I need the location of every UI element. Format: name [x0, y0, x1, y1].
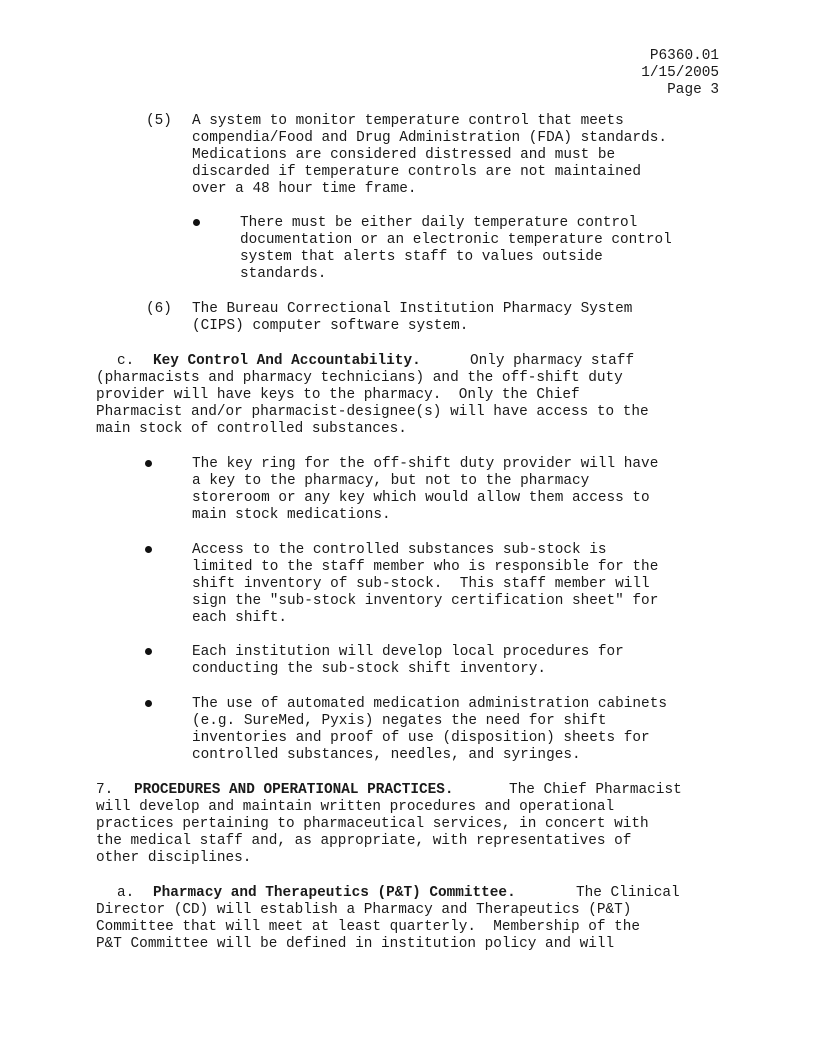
section-c-bullet-line: Access to the controlled substances sub-stock is	[192, 542, 607, 558]
item-5-bullet-line: system that alerts staff to values outside	[240, 249, 603, 265]
section-7-line: other disciplines.	[96, 850, 252, 866]
section-c-title-text: Key Control And Accountability.	[153, 353, 421, 369]
bullet-icon	[145, 546, 152, 553]
section-c-bullet-line: storeroom or any key which would allow them access to	[192, 490, 650, 506]
section-c-marker: c.	[117, 353, 135, 369]
section-c-bullet-line: a key to the pharmacy, but not to the pharmacy	[192, 473, 590, 489]
section-c-line: main stock of controlled substances.	[96, 421, 407, 437]
section-a-marker: a.	[117, 885, 135, 901]
item-5-line: discarded if temperature controls are not maintained	[192, 164, 642, 180]
section-c-bullet-line: shift inventory of sub-stock. This staff member will	[192, 576, 650, 592]
section-7-title-text: PROCEDURES AND OPERATIONAL PRACTICES.	[134, 782, 454, 798]
item-5-line: A system to monitor temperature control that meets	[192, 113, 624, 129]
item-6-line: (CIPS) computer software system.	[192, 318, 469, 334]
section-7-line: the medical staff and, as appropriate, with representatives of	[96, 833, 632, 849]
section-a-line: Committee that will meet at least quarterly. Membership of the	[96, 919, 641, 935]
item-5-line: Medications are considered distressed and must be	[192, 147, 616, 163]
section-7-marker: 7.	[96, 782, 114, 798]
item-5-line: compendia/Food and Drug Administration (FDA) standards.	[192, 130, 667, 146]
section-c-line: provider will have keys to the pharmacy. Only the Chief	[96, 387, 580, 403]
section-a-line: P&T Committee will be defined in institution policy and will	[96, 936, 615, 952]
section-c-first-line: Only pharmacy staff	[470, 353, 635, 369]
section-c-bullet-line: Each institution will develop local procedures for	[192, 644, 624, 660]
section-c-bullet-line: limited to the staff member who is responsible for the	[192, 559, 659, 575]
section-7-line: will develop and maintain written procedures and operational	[96, 799, 615, 815]
section-c-bullet-line: conducting the sub-stock shift inventory.	[192, 661, 547, 677]
section-7-first-line: The Chief Pharmacist	[509, 782, 682, 798]
section-c-line: Pharmacist and/or pharmacist-designee(s) will have access to the	[96, 404, 649, 420]
section-a-title	[153, 885, 516, 902]
item-5-bullet-line: standards.	[240, 266, 327, 282]
doc-number: P6360.01	[649, 48, 719, 64]
section-c-bullet-line: The use of automated medication administration cabinets	[192, 696, 667, 712]
bullet-icon	[145, 648, 152, 655]
section-c-bullet-line: The key ring for the off-shift duty provider will have	[192, 456, 659, 472]
item-5-marker: (5)	[146, 113, 172, 129]
section-a-line: Director (CD) will establish a Pharmacy and Therapeutics (P&T)	[96, 902, 632, 918]
section-c-line: (pharmacists and pharmacy technicians) and the off-shift duty	[96, 370, 623, 386]
item-5-line: over a 48 hour time frame.	[192, 181, 417, 197]
doc-date: 1/15/2005	[641, 65, 719, 81]
section-a-first-line: The Clinical	[576, 885, 680, 901]
bullet-icon	[145, 700, 152, 707]
section-c-bullet-line: (e.g. SureMed, Pyxis) negates the need for shift	[192, 713, 607, 729]
section-7-title	[134, 782, 454, 799]
section-c-bullet-line: main stock medications.	[192, 507, 391, 523]
item-6-marker: (6)	[146, 301, 172, 317]
item-5-bullet-line: documentation or an electronic temperature control	[240, 232, 672, 248]
section-a-title-text: Pharmacy and Therapeutics (P&T) Committee.	[153, 885, 516, 901]
section-c-bullet-line: each shift.	[192, 610, 287, 626]
bullet-icon	[193, 219, 200, 226]
section-c-bullet-line: inventories and proof of use (disposition) sheets for	[192, 730, 650, 746]
section-7-line: practices pertaining to pharmaceutical services, in concert with	[96, 816, 649, 832]
item-5-bullet-line: There must be either daily temperature control	[240, 215, 638, 231]
page-number: Page 3	[667, 82, 719, 98]
bullet-icon	[145, 460, 152, 467]
section-c-bullet-line: controlled substances, needles, and syringes.	[192, 747, 581, 763]
item-6-line: The Bureau Correctional Institution Pharmacy System	[192, 301, 633, 317]
section-c-bullet-line: sign the "sub-stock inventory certification sheet" for	[192, 593, 659, 609]
section-c-title	[153, 353, 421, 370]
